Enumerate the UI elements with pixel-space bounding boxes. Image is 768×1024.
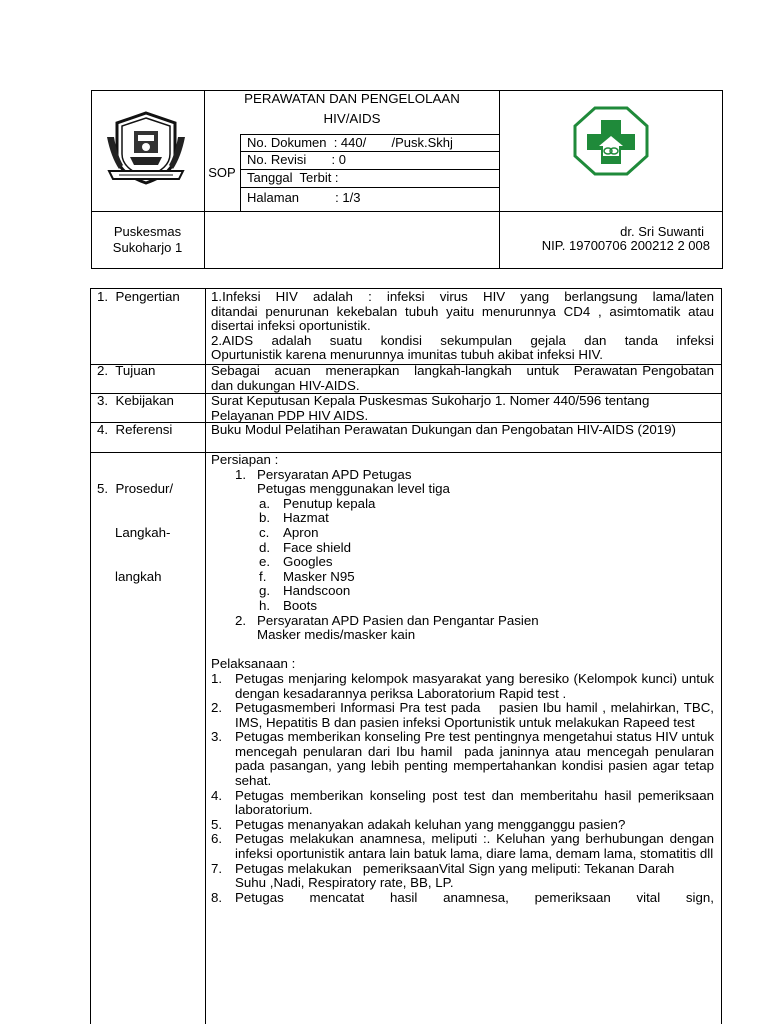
apd-item-label: Googles — [283, 554, 333, 570]
label-prosedur-line3: langkah — [115, 568, 162, 584]
label-tujuan: 2. Tujuan — [97, 363, 156, 378]
pengertian-p1-rest: ditandai penurunan kekebalan tubuh yaitu menurunnya CD4 , asimtomatik atau disertai infeksi oportunistik. — [211, 303, 714, 334]
procedure-step-number: 1. — [211, 670, 223, 686]
procedure-step-number: 6. — [211, 831, 223, 847]
apd-item-letter: d. — [259, 539, 271, 555]
sop-label: SOP — [208, 165, 236, 180]
procedure-step-text: Suhu ,Nadi, Respiratory rate, BB, LP. — [235, 875, 454, 891]
document-title-line1: PERAWATAN DAN PENGELOLAAN — [244, 91, 460, 106]
label-prosedur-line1: 5. Prosedur/ — [97, 481, 174, 497]
apd-item-label: Apron — [283, 524, 319, 540]
apd-item-letter: f. — [259, 568, 267, 584]
label-kebijakan: 3. Kebijakan — [97, 393, 174, 408]
persiapan-title: Persiapan : — [211, 452, 279, 467]
apd-item-letter: h. — [259, 597, 271, 613]
document-title-line2: HIV/AIDS — [323, 111, 381, 126]
apd-item-letter: e. — [259, 554, 271, 570]
puskesmas-logo — [573, 106, 649, 176]
pengertian-p2-line1: 2.AIDS adalah suatu kondisi sekumpulan gejala dan tanda infeksi — [211, 332, 714, 348]
pengertian-content — [211, 290, 714, 363]
apd-petugas-heading — [211, 468, 714, 483]
pelaksanaan-title: Pelaksanaan : — [211, 656, 296, 672]
apd-petugas-title: Persyaratan APD Petugas — [257, 466, 412, 482]
apd-item — [259, 511, 714, 526]
signer-name: dr. Sri Suwanti — [620, 224, 704, 239]
steps-list — [211, 670, 718, 906]
kebijakan-content: Surat Keputusan Kepala Puskesmas Sukoharjo 1. Nomer 440/596 tentang Pelayanan PDP HIV AIDS. — [211, 393, 650, 423]
apd-item — [259, 570, 714, 585]
apd-item-label: Hazmat — [283, 510, 329, 526]
procedure-step-text: Petugas memberikan konseling Pre test pentingnya mengetahui status HIV untuk mencegah penularan dari Ibu hamil pada janinnya atau mencegah penularan pada pasangan, yang lebih penting mempertahankan kondisi pasien agar tetap sehat. — [235, 729, 718, 789]
procedure-step-number: 8. — [211, 889, 223, 905]
apd-pasien-num: 2. — [235, 612, 247, 628]
procedure-step-text: Petugas menanyakan adakah keluhan yang mengganggu pasien? — [235, 816, 626, 832]
procedure-step-text: Petugas memberikan konseling post test dan memberitahu hasil pemeriksaan laboratorium. — [235, 787, 718, 818]
apd-item-letter: g. — [259, 583, 271, 599]
procedure-step — [211, 831, 718, 862]
procedure-step-text: Petugasmemberi Informasi Pra test pada pasien Ibu hamil , melahirkan, TBC, IMS, Hepatitis B dan pasien infeksi Oportunistik untuk melakukan Rapeed test — [235, 700, 718, 730]
apd-item-letter: b. — [259, 510, 271, 526]
referensi-content: Buku Modul Pelatihan Perawatan Dukungan dan Pengobatan HIV-AIDS (2019) — [211, 422, 676, 437]
procedure-step-number: 7. — [211, 860, 223, 876]
label-referensi: 4. Referensi — [97, 422, 173, 437]
label-prosedur-line2: Langkah- — [115, 524, 171, 540]
apd-item — [259, 541, 714, 556]
procedure-step — [211, 700, 718, 730]
procedure-step — [211, 818, 714, 833]
signer-nip: NIP. 19700706 200212 2 008 — [541, 238, 710, 253]
apd-item-label: Boots — [283, 597, 318, 613]
procedure-step-number — [211, 876, 235, 891]
procedure-step-number: 3. — [211, 729, 223, 745]
procedure-step — [211, 876, 714, 891]
apd-item-label: Penutup kepala — [283, 495, 376, 511]
procedure-step — [211, 891, 714, 906]
apd-pasien-sub: Masker medis/masker kain — [257, 627, 416, 643]
apd-petugas-sub: Petugas menggunakan level tiga — [257, 481, 450, 497]
procedure-step-number: 4. — [211, 787, 223, 803]
apd-item-label: Handscoon — [283, 583, 351, 599]
procedure-step-number: 2. — [211, 700, 223, 716]
apd-item-letter: c. — [259, 524, 270, 540]
label-pengertian: 1. Pengertian — [97, 289, 180, 304]
apd-item — [259, 555, 714, 570]
issue-date-field: Tanggal Terbit : — [247, 170, 339, 185]
pengertian-p1-line1: 1.Infeksi HIV adalah : infeksi virus HIV yang berlangsung lama/laten — [211, 289, 714, 304]
prosedur-content — [211, 452, 718, 905]
apd-items-list — [211, 497, 714, 614]
apd-petugas-num: 1. — [235, 466, 247, 482]
page-field: Halaman : 1/3 — [247, 190, 361, 205]
procedure-step — [211, 787, 718, 818]
organization-name-line2: Sukoharjo 1 — [112, 240, 183, 255]
procedure-step-number: 5. — [211, 816, 223, 832]
procedure-step — [211, 670, 718, 701]
tujuan-content: Sebagai acuan menerapkan langkah-langkah untuk Perawatan Pengobatan dan dukungan HIV-AIDS. — [211, 363, 718, 393]
organization-name-line1: Puskesmas — [113, 224, 182, 239]
procedure-step-text: Petugas mencatat hasil anamnesa, pemeriksaan vital sign, — [235, 889, 714, 905]
apd-item-label: Masker N95 — [283, 568, 355, 584]
regency-seal-logo — [105, 107, 187, 189]
apd-item-letter: a. — [259, 495, 271, 511]
revision-field: No. Revisi : 0 — [247, 152, 346, 167]
apd-pasien-heading — [211, 614, 714, 629]
procedure-step-text: Petugas melakukan anamnesa, meliputi :. Keluhan yang berhubungan dengan infeksi oportunistik antara lain batuk lama, diare lama, demam lama, stomatitis dll — [235, 831, 718, 862]
procedure-step — [211, 729, 718, 789]
label-prosedur — [97, 453, 173, 599]
apd-item — [259, 599, 714, 614]
apd-pasien-title: Persyaratan APD Pasien dan Pengantar Pasien — [257, 612, 539, 628]
doc-number-field: No. Dokumen : 440/ /Pusk.Skhj — [247, 135, 453, 150]
procedure-step-text: Petugas menjaring kelompok masyarakat yang beresiko (Kelompok kunci) untuk dengan kesadarannya periksa Laboratorium Rapid test . — [235, 670, 718, 701]
procedure-step-text: Petugas melakukan pemeriksaanVital Sign yang meliputi: Tekanan Darah — [235, 860, 675, 876]
pengertian-p2-rest: Opurtunistik karena menurunnya imunitas tubuh akibat infeksi HIV. — [211, 347, 603, 363]
apd-item — [259, 497, 714, 512]
apd-item — [259, 584, 714, 599]
procedure-step — [211, 862, 714, 877]
apd-item — [259, 526, 714, 541]
apd-item-label: Face shield — [283, 539, 351, 555]
